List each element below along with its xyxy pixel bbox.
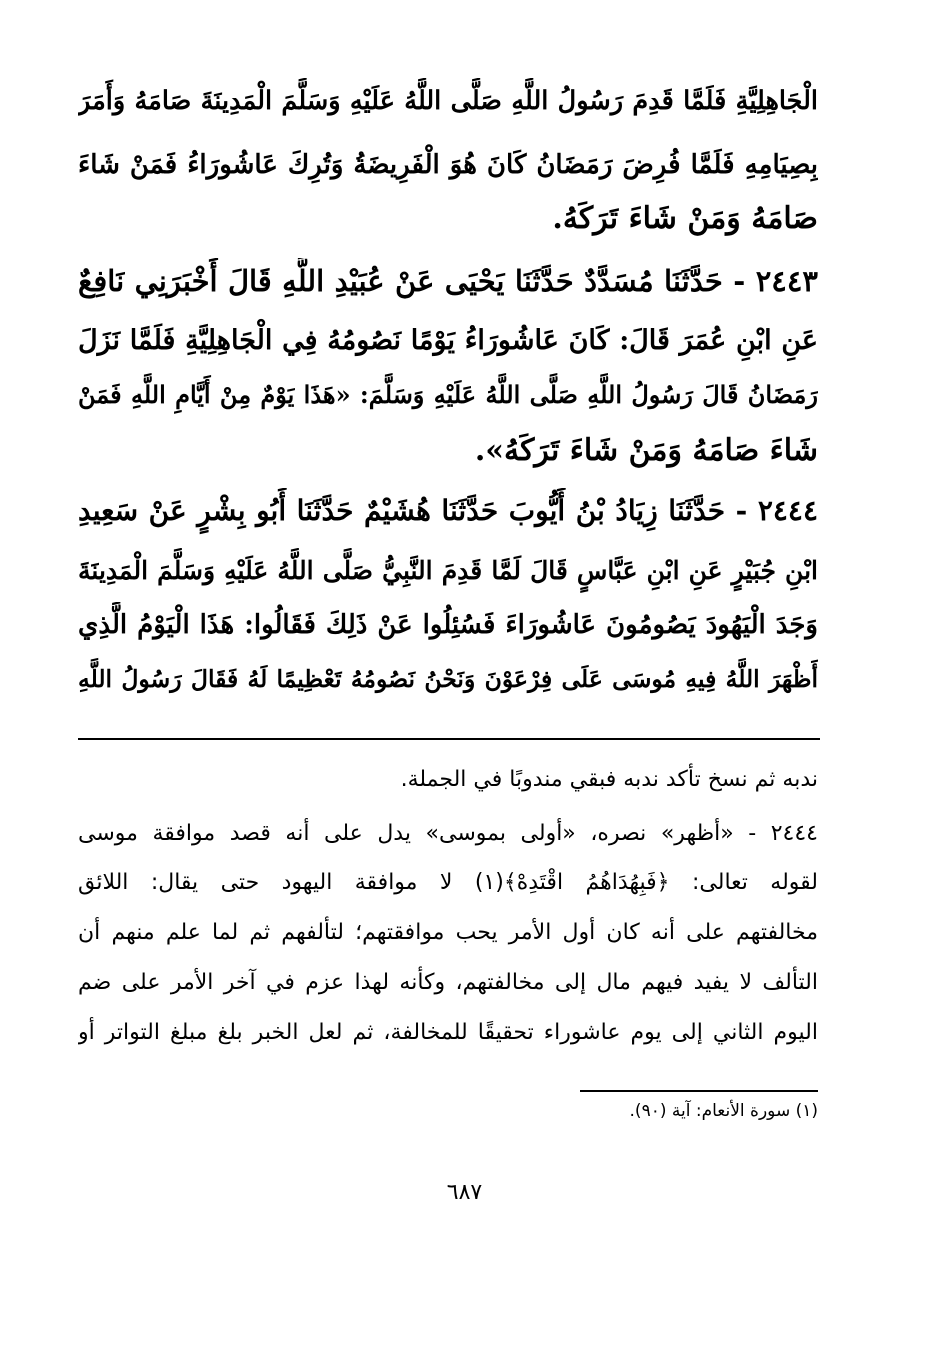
hadith-2443-line-4: شَاءَ صَامَهُ وَمَنْ شَاءَ تَرَكَهُ». bbox=[474, 433, 818, 468]
hadith-2443-line-1: ٢٤٤٣ - حَدَّثَنَا مُسَدَّدٌ حَدَّثَنَا يَحْيَى عَنْ عُبَيْدِ اللَّهِ قَالَ أَخْبَرَنِي نَافِعٌ bbox=[78, 264, 818, 298]
footnote-divider bbox=[580, 1090, 818, 1092]
footnote: (١) سورة الأنعام: آية (٩٠). bbox=[629, 1101, 818, 1121]
commentary-line-2: ٢٤٤٤ - «أظهر» نصره، «أولى بموسى» يدل على أنه قصد موافقة موسى bbox=[78, 821, 818, 846]
commentary-line-1: ندبه ثم نسخ تأكد ندبه فبقي مندوبًا في الجملة. bbox=[400, 767, 818, 792]
commentary-line-4: مخالفتهم على أنه كان أول الأمر يحب موافقتهم؛ لتألفهم ثم لما علم منهم أن bbox=[78, 920, 818, 945]
commentary-line-3: لقوله تعالى: ﴿فَبِهُدَاهُمُ اقْتَدِهْ﴾(١) لا موافقة اليهود حتى يقال: اللائق bbox=[78, 870, 818, 895]
commentary-line-5: التألف لا يفيد فيهم مال إلى مخالفتهم، وكأنه لهذا عزم في آخر الأمر على ضم bbox=[78, 970, 818, 995]
hadith-2443-line-3: رَمَضَانُ قَالَ رَسُولُ اللَّهِ صَلَّى اللَّهُ عَلَيْهِ وَسَلَّمَ: «هَذَا يَوْمٌ مِنْ أَيَّامِ اللَّهِ فَمَنْ bbox=[78, 380, 818, 409]
main-text-line-2: بِصِيَامِهِ فَلَمَّا فُرِضَ رَمَضَانُ كَانَ هُوَ الْفَرِيضَةُ وَتُرِكَ عَاشُورَاءُ فَمَنْ شَاءَ bbox=[78, 150, 818, 180]
main-divider bbox=[78, 738, 820, 740]
hadith-2444-line-3: وَجَدَ الْيَهُودَ يَصُومُونَ عَاشُورَاءَ فَسُئِلُوا عَنْ ذَلِكَ فَقَالُوا: هَذَا الْيَوْمُ الَّذِي bbox=[78, 610, 818, 640]
main-text-line-3: صَامَهُ وَمَنْ شَاءَ تَرَكَهُ. bbox=[552, 201, 818, 236]
page-number: ٦٨٧ bbox=[446, 1180, 483, 1205]
main-text-line-1: الْجَاهِلِيَّةِ فَلَمَّا قَدِمَ رَسُولُ اللَّهِ صَلَّى اللَّهُ عَلَيْهِ وَسَلَّمَ الْمَدِينَةَ صَامَهُ وَأَمَرَ bbox=[78, 86, 818, 116]
hadith-2443-line-2: عَنِ ابْنِ عُمَرَ قَالَ: كَانَ عَاشُورَاءُ يَوْمًا نَصُومُهُ فِي الْجَاهِلِيَّةِ فَلَمَّا نَزَلَ bbox=[78, 325, 818, 356]
hadith-2444-line-1: ٢٤٤٤ - حَدَّثَنَا زِيَادُ بْنُ أَيُّوبَ حَدَّثَنَا هُشَيْمٌ حَدَّثَنَا أَبُو بِشْرٍ عَنْ سَعِيدِ bbox=[78, 494, 818, 527]
commentary-line-6: اليوم الثاني إلى يوم عاشوراء تحقيقًا للمخالفة، ثم لعل الخبر بلغ مبلغ التواتر أو bbox=[78, 1020, 818, 1045]
hadith-2444-line-4: أَظْهَرَ اللَّهُ فِيهِ مُوسَى عَلَى فِرْعَوْنَ وَنَحْنُ نَصُومُهُ تَعْظِيمًا لَهُ فَقَالَ رَسُولُ اللَّهِ bbox=[78, 665, 818, 693]
hadith-2444-line-2: ابْنِ جُبَيْرٍ عَنِ ابْنِ عَبَّاسٍ قَالَ لَمَّا قَدِمَ النَّبِيُّ صَلَّى اللَّهُ عَلَيْهِ وَسَلَّمَ الْمَدِينَةَ bbox=[78, 556, 818, 585]
